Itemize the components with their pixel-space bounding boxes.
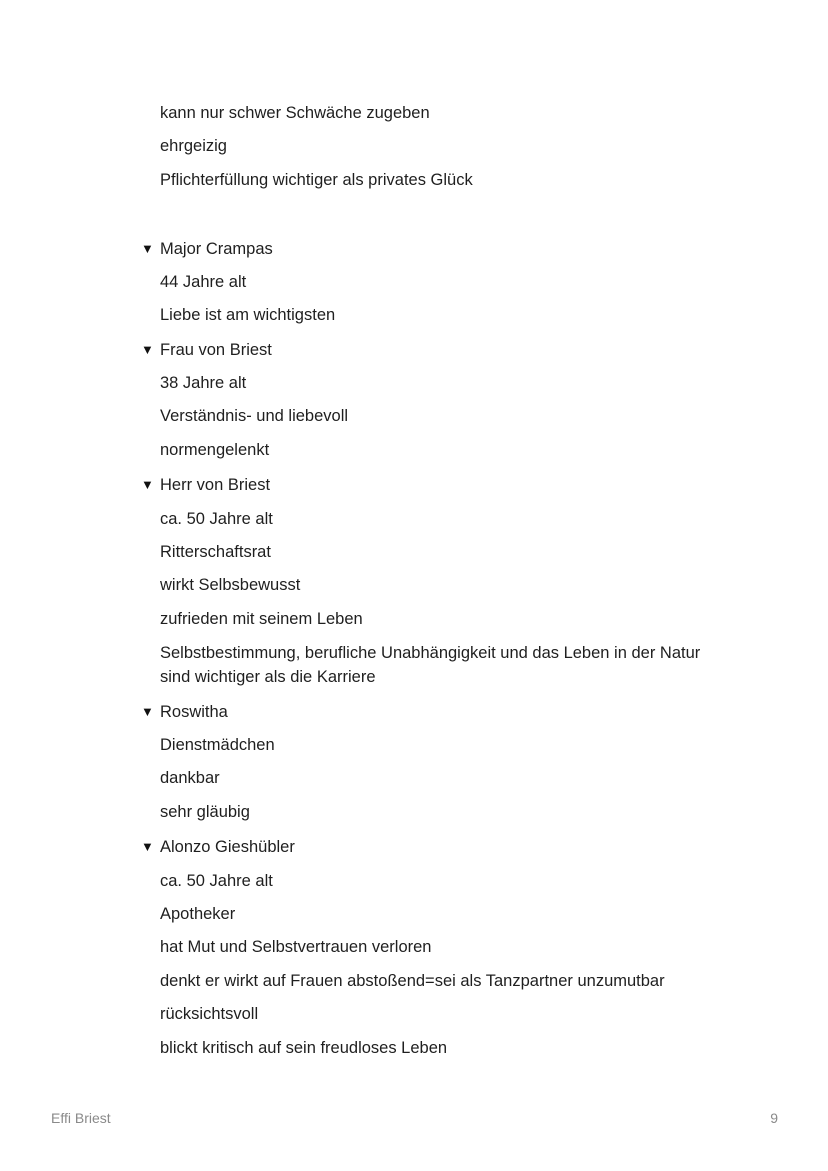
list-item: hat Mut und Selbstvertrauen verloren	[160, 938, 432, 956]
list-item: sehr gläubig	[160, 803, 250, 821]
toggle-triangle-icon[interactable]: ▼	[141, 241, 154, 256]
toggle-heading-label: Alonzo Gieshübler	[160, 838, 295, 856]
toggle-heading-label: Major Crampas	[160, 240, 273, 258]
list-item: ca. 50 Jahre alt	[160, 510, 273, 528]
list-item: dankbar	[160, 769, 220, 787]
list-item: wirkt Selbsbewusst	[160, 576, 301, 594]
toggle-heading-label: Roswitha	[160, 703, 228, 721]
list-item: Verständnis- und liebevoll	[160, 407, 349, 425]
toggle-heading-roswitha[interactable]	[141, 700, 228, 724]
footer-title: Effi Briest	[51, 1110, 111, 1126]
list-item: Dienstmädchen	[160, 736, 275, 754]
list-item: Liebe ist am wichtigsten	[160, 306, 336, 324]
list-item: zufrieden mit seinem Leben	[160, 610, 363, 628]
toggle-heading-label: Frau von Briest	[160, 341, 272, 359]
list-item: rücksichtsvoll	[160, 1005, 259, 1023]
toggle-triangle-icon[interactable]: ▼	[141, 477, 154, 492]
toggle-heading-major-crampas[interactable]	[141, 237, 273, 261]
list-item: blickt kritisch auf sein freudloses Leben	[160, 1039, 448, 1057]
page-number: 9	[770, 1110, 778, 1126]
list-item: kann nur schwer Schwäche zugeben	[160, 104, 430, 122]
list-item: Ritterschaftsrat	[160, 543, 271, 561]
list-item: ehrgeizig	[160, 137, 227, 155]
toggle-heading-herr-von-briest[interactable]	[141, 473, 270, 497]
list-item: 38 Jahre alt	[160, 374, 247, 392]
list-item: 44 Jahre alt	[160, 273, 247, 291]
list-item: ca. 50 Jahre alt	[160, 872, 273, 890]
list-item: Apotheker	[160, 905, 236, 923]
toggle-heading-label: Herr von Briest	[160, 476, 271, 494]
list-item: normengelenkt	[160, 441, 270, 459]
toggle-heading-alonzo-gieshuebler[interactable]	[141, 835, 295, 859]
toggle-triangle-icon[interactable]: ▼	[141, 839, 154, 854]
list-item: denkt er wirkt auf Frauen abstoßend=sei als Tanzpartner unzumutbar	[160, 972, 665, 990]
toggle-heading-frau-von-briest[interactable]	[141, 338, 272, 362]
list-item: Pflichterfüllung wichtiger als privates Glück	[160, 171, 473, 189]
toggle-triangle-icon[interactable]: ▼	[141, 704, 154, 719]
toggle-triangle-icon[interactable]: ▼	[141, 342, 154, 357]
list-item: Selbstbestimmung, berufliche Unabhängigkeit und das Leben in der Natur sind wichtiger als die Karriere	[160, 644, 701, 686]
